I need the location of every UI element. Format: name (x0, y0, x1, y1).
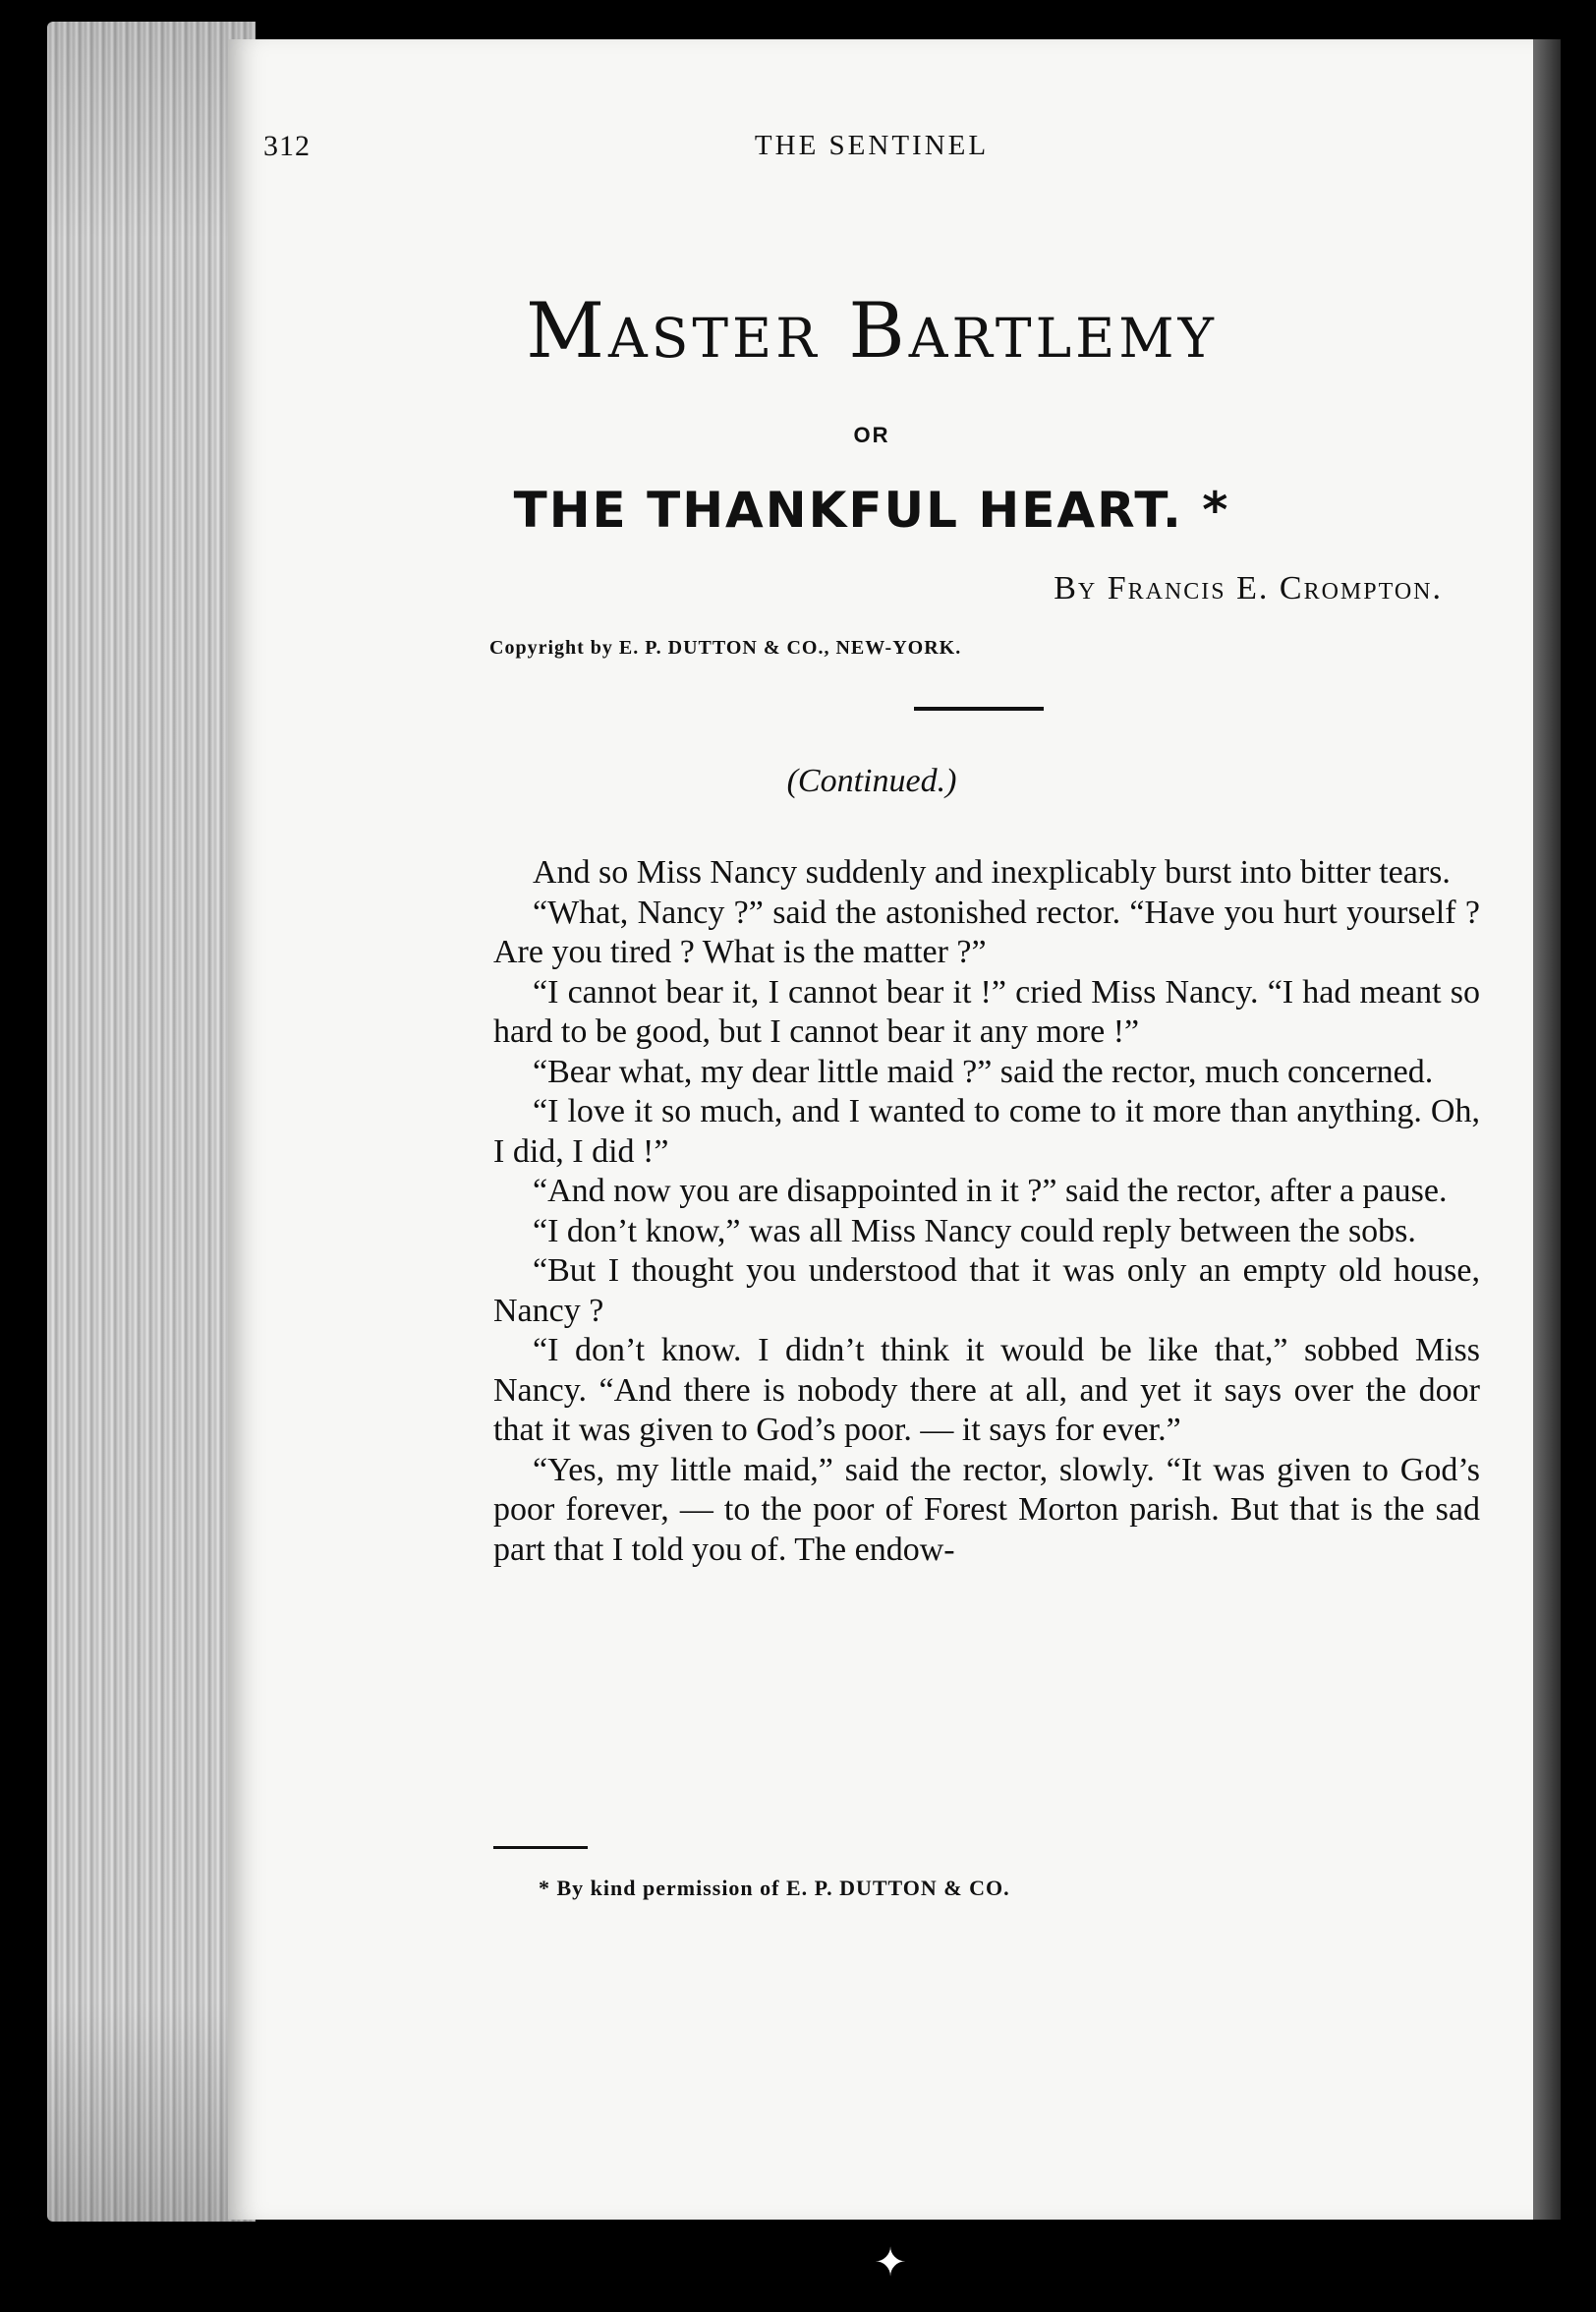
paragraph: “And now you are disappointed in it ?” said the rector, after a pause. (533, 1173, 1448, 1209)
paragraph: “Bear what, my dear little maid ?” said the rector, much concerned. (533, 1053, 1434, 1090)
paragraph: “But I thought you understood that it was only an empty old house, Nancy ? (493, 1252, 1480, 1329)
paragraph: “Yes, my little maid,” said the rector, slowly. “It was given to God’s poor forever, — to the poor of Forest Morton parish. But that is the sad part that I told you of. The endow- (493, 1451, 1480, 1568)
story-title: Master Bartlemy (526, 287, 1218, 376)
story-body (493, 853, 1480, 1570)
footnote: * By kind permission of E. P. DUTTON & CO. (539, 1876, 1010, 1900)
paragraph: And so Miss Nancy suddenly and inexplicably burst into bitter tears. (533, 854, 1451, 891)
paragraph: “I don’t know,” was all Miss Nancy could reply between the sobs. (533, 1212, 1416, 1249)
story-subtitle: THE THANKFUL HEART. * (513, 482, 1230, 539)
journal-title: THE SENTINEL (754, 130, 990, 161)
paragraph: “I love it so much, and I wanted to come to it more than anything. Oh, I did, I did !” (493, 1093, 1480, 1170)
paragraph: “What, Nancy ?” said the astonished rector. “Have you hurt yourself ? Are you tired ? What is the matter ?” (493, 894, 1480, 970)
book-page-edges (47, 22, 256, 2222)
paragraph: “I cannot bear it, I cannot bear it !” cried Miss Nancy. “I had meant so hard to be good, but I cannot bear it any more !” (493, 973, 1480, 1050)
facing-page-edge (1533, 39, 1561, 2220)
footnote-rule (493, 1846, 588, 1849)
continued-label: (Continued.) (786, 763, 957, 799)
section-rule (914, 707, 1044, 711)
paragraph: “I don’t know. I didn’t think it would be like that,” sobbed Miss Nancy. “And there is nobody there at all, and yet it says over the door that it was given to God’s poor. — it says for ever.” (493, 1332, 1480, 1448)
author-byline: By Francis E. Crompton. (1054, 570, 1443, 607)
copyright-line: Copyright by E. P. DUTTON & CO., NEW-YORK. (489, 637, 962, 659)
binding-ornament-icon: ✦ (874, 2240, 907, 2285)
title-separator-or: OR (853, 423, 890, 447)
page-number: 312 (263, 130, 311, 162)
